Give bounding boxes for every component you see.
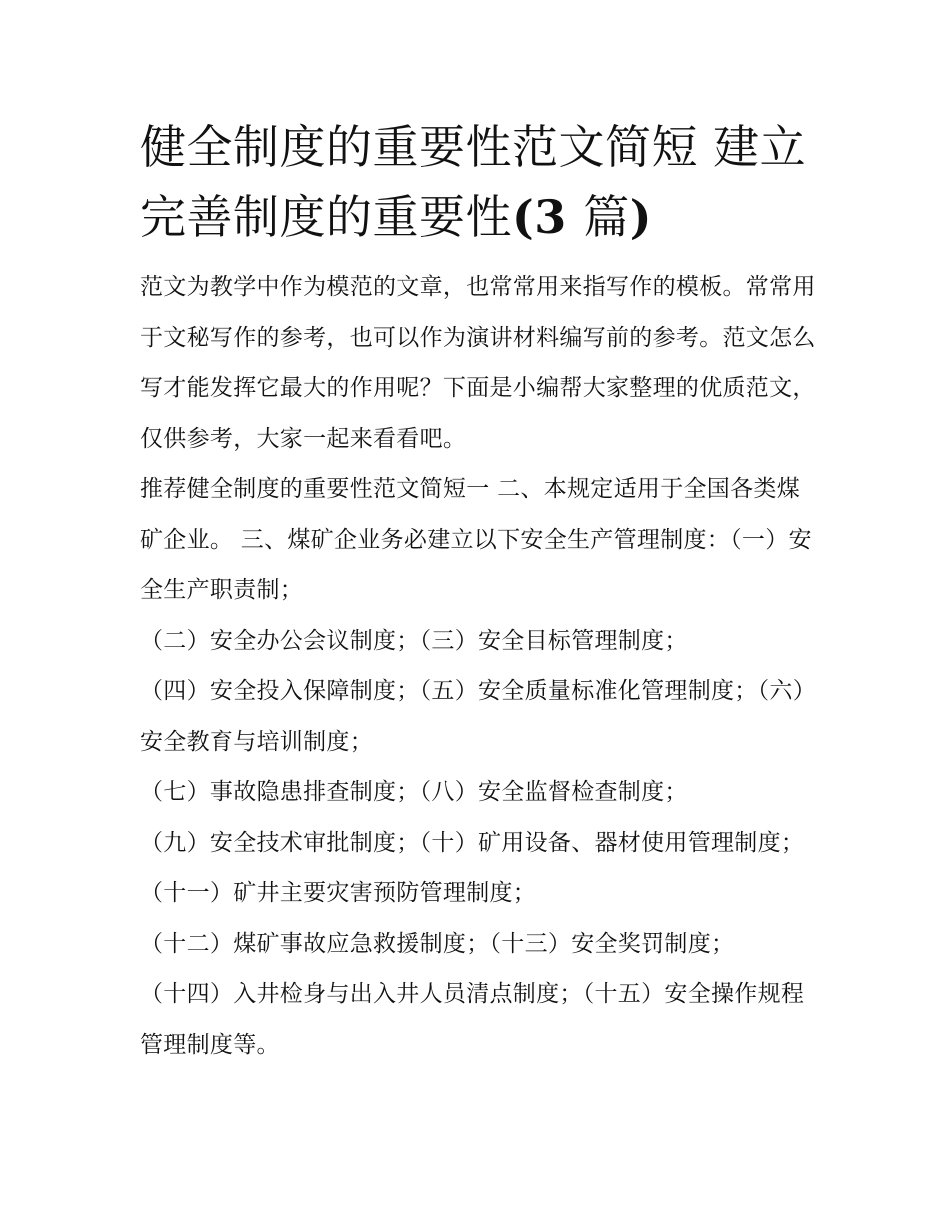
body-paragraph: （二）安全办公会议制度；（三）安全目标管理制度； — [140, 627, 688, 654]
title-count-unit: 篇 — [583, 190, 630, 244]
body-paragraph: （十四）入井检身与出入井人员清点制度；（十五）安全操作规程管理制度等。 — [140, 981, 805, 1058]
title-count-open: (3 — [512, 190, 584, 244]
document-title — [140, 112, 820, 252]
body-paragraph: （四）安全投入保障制度；（五）安全质量标准化管理制度；（六）安全教育与培训制度； — [140, 678, 816, 755]
body-paragraph: 推荐健全制度的重要性范文简短一 二、本规定适用于全国各类煤矿企业。 三、煤矿企业务必建立以下安全生产管理制度：（一）安全生产职责制； — [140, 476, 812, 603]
body-paragraph: （十二）煤矿事故应急救援制度；（十三）安全奖罚制度； — [140, 930, 735, 957]
body-paragraph: （七）事故隐患排查制度；（八）安全监督检查制度； — [140, 779, 688, 805]
title-text: 健全制度的重要性范文简短 建立完善制度的重要性 — [140, 120, 807, 244]
intro-paragraph: 范文为教学中作为模范的文章，也常常用来指写作的模板。常常用于文秘写作的参考，也可以作为演讲材料编写前的参考。范文怎么写才能发挥它最大的作用呢？下面是小编帮大家整理的优质范文，仅供参考，大家一起来看看吧。 — [140, 274, 816, 452]
document-page — [140, 112, 820, 1070]
body-paragraph: （九）安全技术审批制度；（十）矿用设备、器材使用管理制度；（十一）矿井主要灾害预防管理制度； — [140, 829, 805, 906]
title-count-close: ) — [629, 190, 653, 244]
